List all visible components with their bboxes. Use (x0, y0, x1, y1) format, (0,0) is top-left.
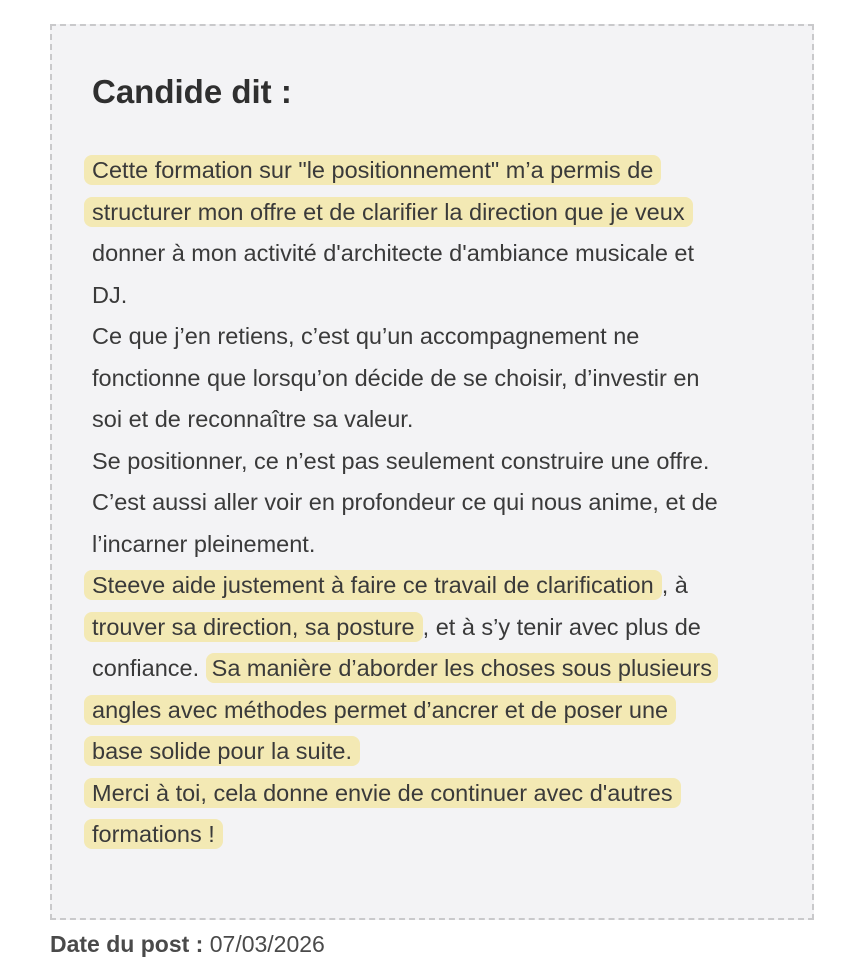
highlighted-text: base solide pour la suite. (84, 736, 360, 766)
testimonial-line (92, 814, 772, 856)
testimonial-line: l’incarner pleinement. (92, 530, 316, 557)
plain-text: , et à s’y tenir avec plus de (422, 613, 701, 640)
highlighted-text: Sa manière d’aborder les choses sous plusieurs (206, 653, 718, 683)
testimonial-card (50, 24, 814, 920)
testimonial-line (92, 731, 772, 773)
testimonial-line (92, 773, 772, 815)
plain-text: confiance. (92, 655, 206, 681)
testimonial-line: Se positionner, ce n’est pas seulement construire une offre. (92, 447, 710, 474)
testimonial-line: C’est aussi aller voir en profondeur ce qui nous anime, et de (92, 489, 718, 515)
testimonial-author-title: Candide dit : (92, 73, 292, 110)
testimonial-line: soi et de reconnaître sa valeur. (92, 406, 414, 432)
testimonial-line (92, 565, 772, 607)
testimonial-line (92, 150, 772, 192)
highlighted-text: Merci à toi, cela donne envie de continuer avec d'autres (84, 778, 681, 808)
testimonial-line: donner à mon activité d'architecte d'ambiance musicale et (92, 240, 695, 266)
highlighted-text: Cette formation sur "le positionnement" m’a permis de (84, 155, 661, 185)
highlighted-text: formations ! (84, 819, 223, 849)
testimonial-line (92, 648, 772, 690)
plain-text: , à (661, 572, 688, 598)
highlighted-text: angles avec méthodes permet d’ancrer et de poser une (84, 695, 676, 725)
highlighted-text: structurer mon offre et de clarifier la direction que je veux (84, 197, 693, 227)
highlighted-text: Steeve aide justement à faire ce travail de clarification (84, 570, 662, 600)
testimonial-line (92, 607, 772, 649)
post-date (50, 928, 325, 960)
testimonial-line: Ce que j’en retiens, c’est qu’un accompagnement ne (92, 323, 640, 349)
testimonial-line: fonctionne que lorsqu’on décide de se choisir, d’investir en (92, 364, 700, 391)
testimonial-line (92, 690, 772, 732)
post-date-label: Date du post : (50, 931, 204, 957)
post-date-value: 07/03/2026 (209, 931, 325, 957)
testimonial-line: DJ. (92, 281, 128, 308)
highlighted-text: trouver sa direction, sa posture (84, 612, 423, 642)
testimonial-body (92, 150, 772, 856)
testimonial-line (92, 192, 772, 234)
